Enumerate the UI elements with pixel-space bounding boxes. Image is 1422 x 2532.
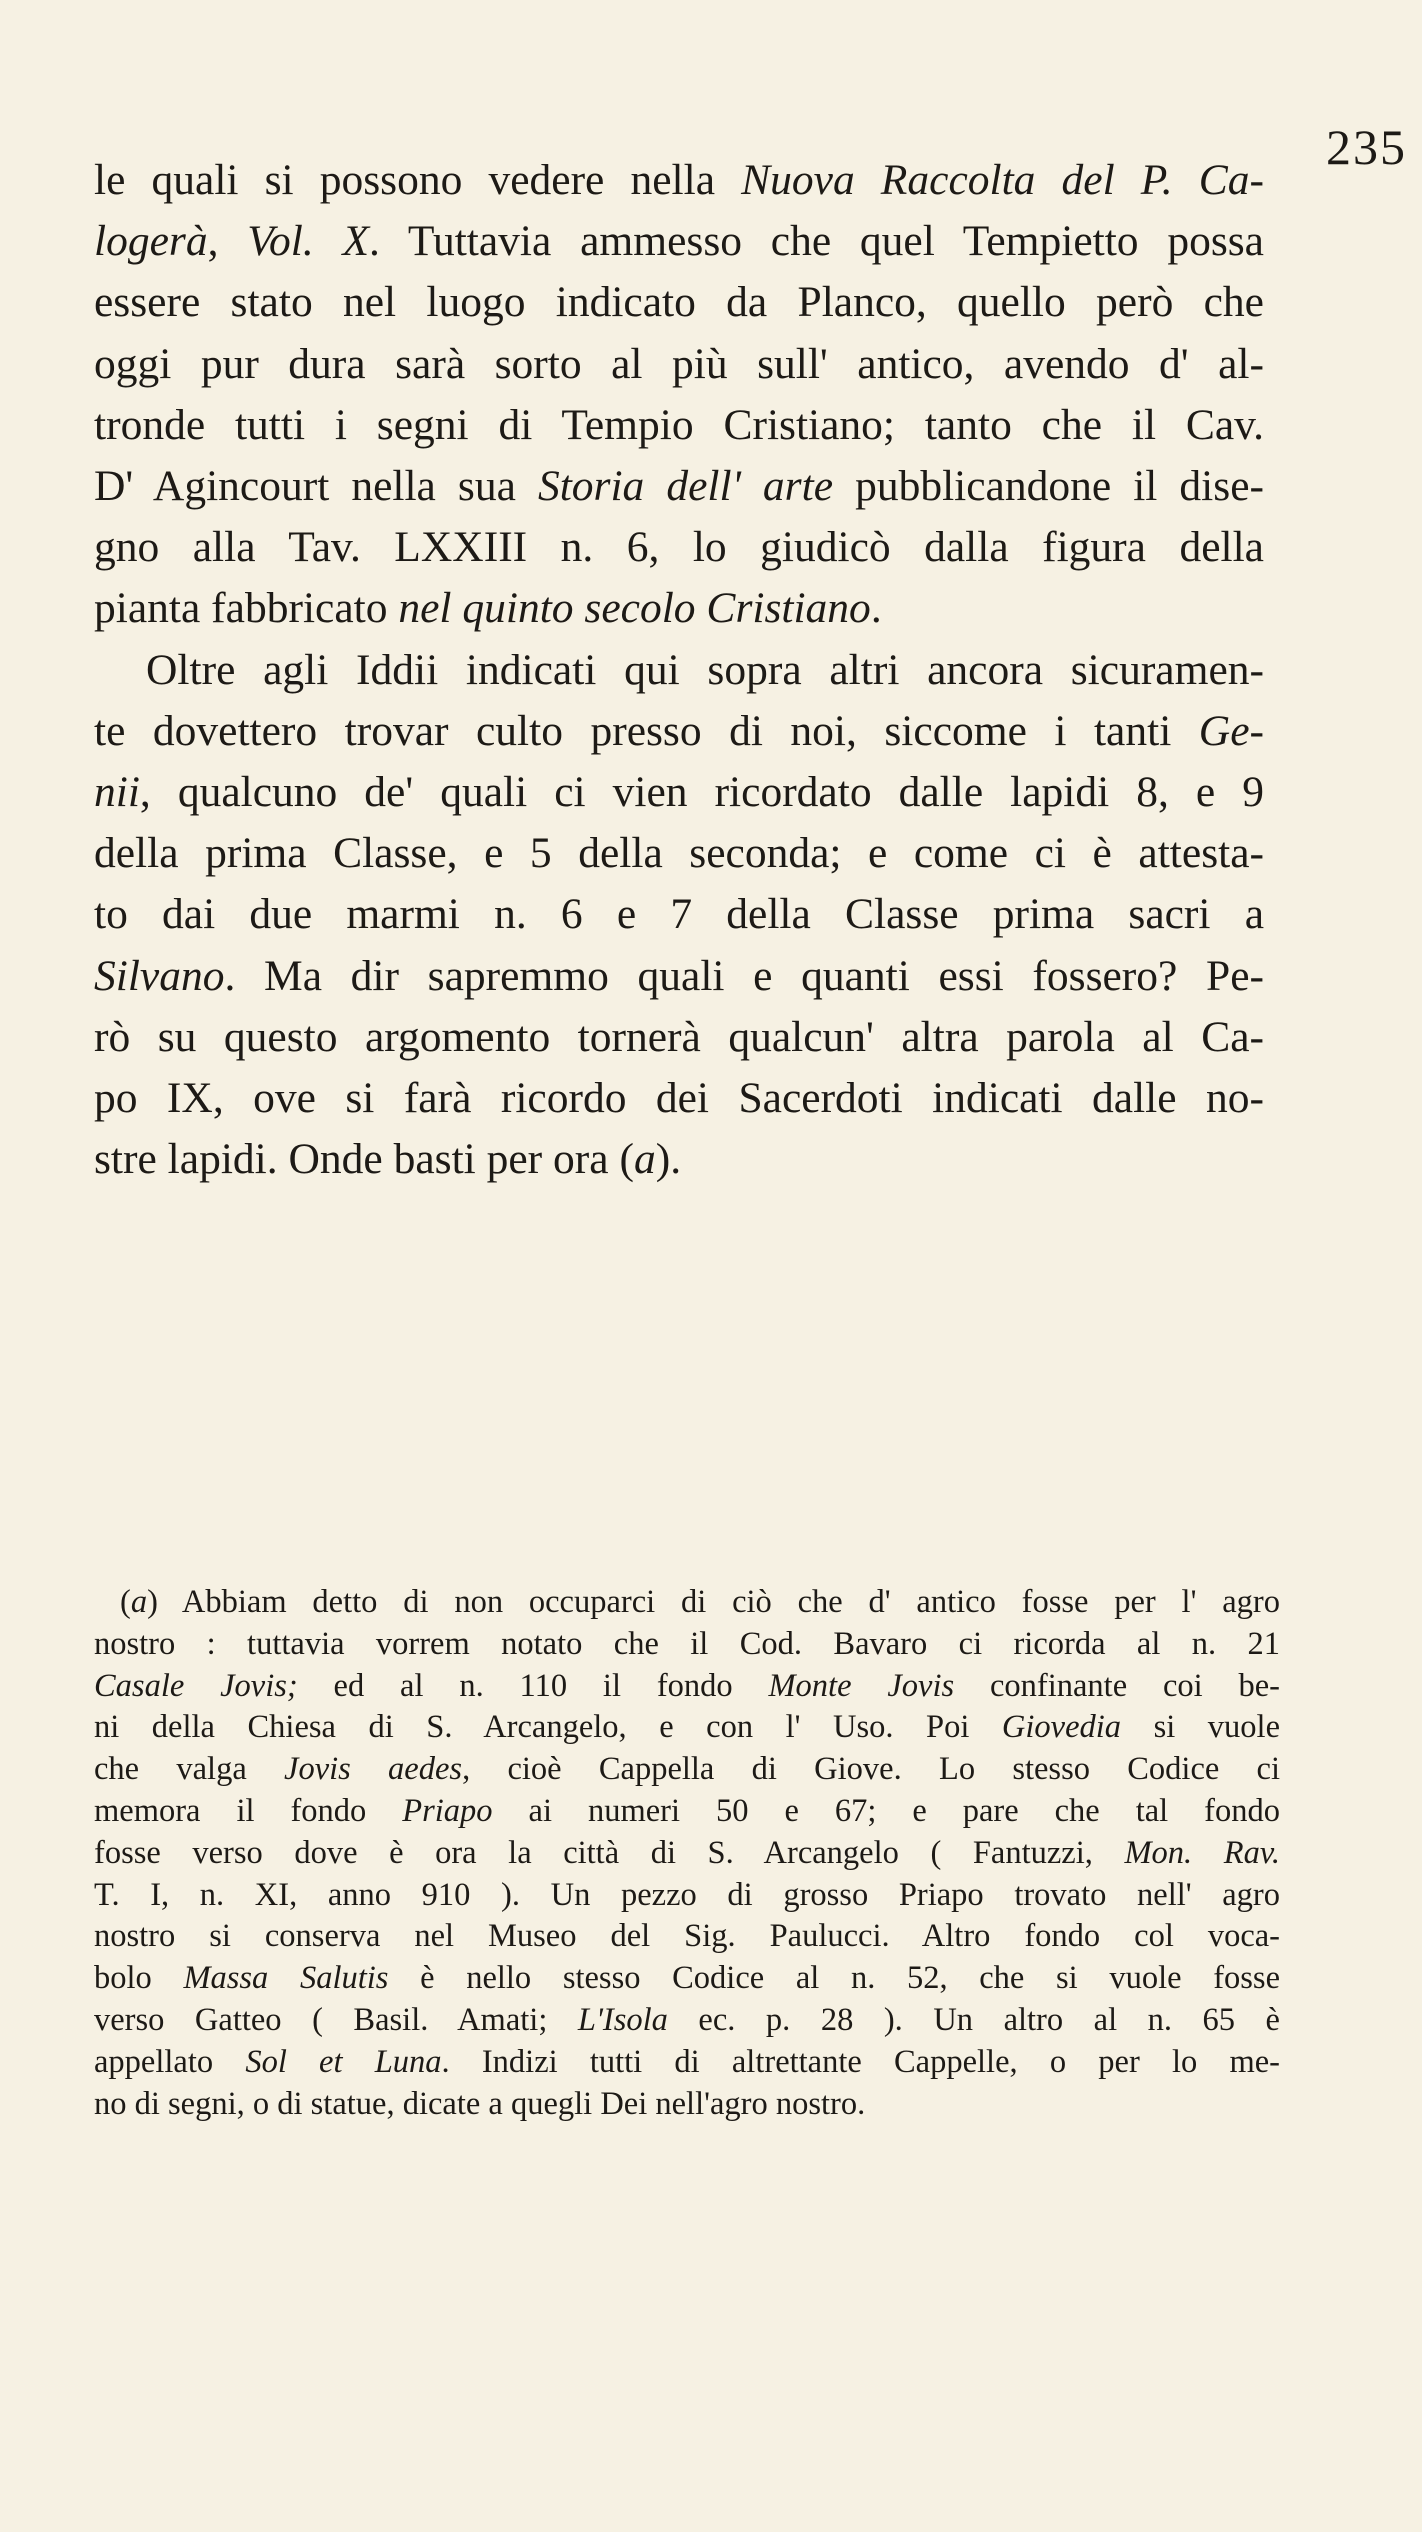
footnote-line: memora il fondo Priapo ai numeri 50 e 67; e pare che tal fondo bbox=[94, 1792, 1280, 1829]
body-line: pianta fabbricato nel quinto secolo Cristiano. bbox=[94, 584, 882, 633]
footnote-line: che valga Jovis aedes, cioè Cappella di Giove. Lo stesso Codice ci bbox=[94, 1751, 1281, 1788]
body-line: le quali si possono vedere nella Nuova Raccolta del P. Ca- bbox=[94, 156, 1264, 204]
footnote-line: nostro si conserva nel Museo del Sig. Paulucci. Altro fondo col voca- bbox=[94, 1918, 1280, 1955]
body-line: tronde tutti i segni di Tempio Cristiano; tanto che il Cav. bbox=[94, 400, 1264, 449]
footnote-line: ni della Chiesa di S. Arcangelo, e con l' Uso. Poi Giovedia si vuole bbox=[94, 1709, 1280, 1746]
body-line: Silvano. Ma dir sapremmo quali e quanti essi fossero? Pe- bbox=[94, 951, 1264, 1000]
footnote-line: appellato Sol et Luna. Indizi tutti di altrettante Cappelle, o per lo me- bbox=[94, 2043, 1280, 2080]
body-text bbox=[94, 150, 1264, 1190]
footnote-line: verso Gatteo ( Basil. Amati; L'Isola ec. p. 28 ). Un altro al n. 65 è bbox=[94, 2001, 1280, 2038]
body-line: stre lapidi. Onde basti per ora (a). bbox=[94, 1135, 682, 1184]
body-line: Oltre agli Iddii indicati qui sopra altri ancora sicuramen- bbox=[146, 645, 1264, 694]
body-line: gno alla Tav. LXXIII n. 6, lo giudicò dalla figura della bbox=[94, 523, 1264, 572]
body-line: rò su questo argomento tornerà qualcun' altra parola al Ca- bbox=[94, 1012, 1264, 1061]
footnote bbox=[94, 1582, 1280, 2125]
body-line: to dai due marmi n. 6 e 7 della Classe prima sacri a bbox=[94, 890, 1264, 939]
body-line: essere stato nel luogo indicato da Planco, quello però che bbox=[94, 278, 1264, 327]
body-line: D' Agincourt nella sua Storia dell' arte pubblicandone il dise- bbox=[94, 462, 1264, 511]
footnote-line: fosse verso dove è ora la città di S. Arcangelo ( Fantuzzi, Mon. Rav. bbox=[94, 1834, 1280, 1871]
footnote-line: no di segni, o di statue, dicate a quegli Dei nell'agro nostro. bbox=[94, 2085, 866, 2122]
footnote-line: bolo Massa Salutis è nello stesso Codice al n. 52, che si vuole fosse bbox=[94, 1960, 1281, 1997]
footnote-line: (a) Abbiam detto di non occuparci di ciò che d' antico fosse per l' agro bbox=[120, 1584, 1280, 1620]
body-line: della prima Classe, e 5 della seconda; e come ci è attesta- bbox=[94, 829, 1264, 878]
body-line: nii, qualcuno de' quali ci vien ricordato dalle lapidi 8, e 9 bbox=[94, 768, 1264, 817]
footnote-line: T. I, n. XI, anno 910 ). Un pezzo di grosso Priapo trovato nell' agro bbox=[94, 1876, 1280, 1913]
body-line: logerà, Vol. X. Tuttavia ammesso che quel Tempietto possa bbox=[94, 217, 1264, 266]
body-line: po IX, ove si farà ricordo dei Sacerdoti indicati dalle no- bbox=[94, 1074, 1264, 1123]
body-line: oggi pur dura sarà sorto al più sull' antico, avendo d' al- bbox=[94, 339, 1264, 388]
body-line: te dovettero trovar culto presso di noi, siccome i tanti Ge- bbox=[94, 706, 1264, 755]
footnote-line: Casale Jovis; ed al n. 110 il fondo Monte Jovis confinante coi be- bbox=[94, 1667, 1280, 1704]
footnote-line: nostro : tuttavia vorrem notato che il Cod. Bavaro ci ricorda al n. 21 bbox=[94, 1625, 1280, 1662]
page-number: 235 bbox=[1326, 119, 1407, 175]
